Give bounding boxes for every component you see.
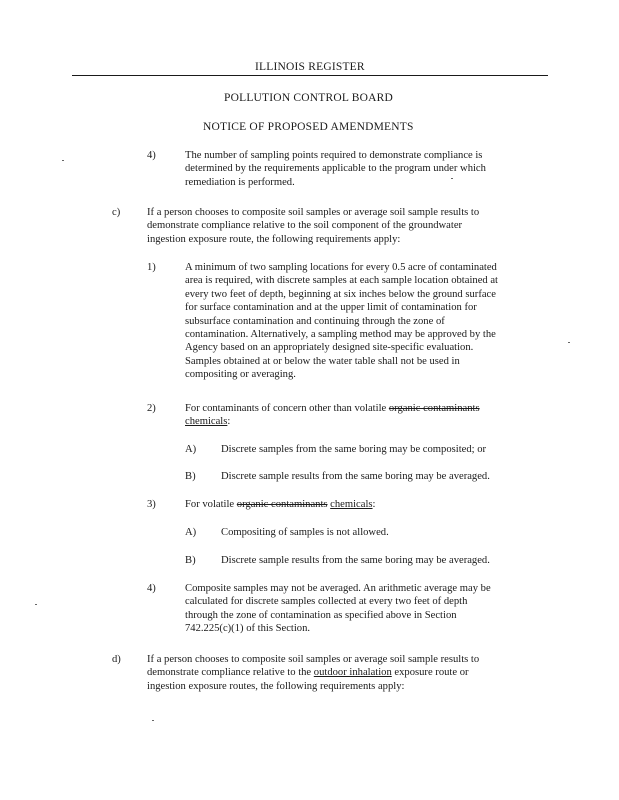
text-line: 742.225(c)(1) of this Section. xyxy=(185,623,311,635)
item-c2a-text: Discrete samples from the same boring may be composited; or xyxy=(221,444,487,455)
board-title: POLLUTION CONTROL BOARD xyxy=(224,92,394,104)
item-c3a-text: Compositing of samples is not allowed. xyxy=(221,527,389,538)
text-line: through the zone of contamination as specified above in Section xyxy=(185,609,457,621)
inserted-text: chemicals xyxy=(330,499,373,510)
item-d-label: d) xyxy=(112,654,121,665)
scan-speck xyxy=(451,178,453,179)
text-line: If a person chooses to composite soil samples or average soil sample results to xyxy=(147,654,480,665)
item-c1-label: 1) xyxy=(147,262,156,273)
item-c1-text xyxy=(185,261,498,382)
item-c3-label: 3) xyxy=(147,499,156,510)
text-line: ingestion exposure route, the following requirements apply: xyxy=(147,233,401,245)
plain-text: For contaminants of concern other than volatile xyxy=(185,403,389,414)
item-c3b-label: B) xyxy=(185,555,196,566)
struck-text: organic contaminants xyxy=(388,403,480,414)
text-line: remediation is performed. xyxy=(185,176,295,188)
item-c4-text xyxy=(185,582,491,636)
item-c3b-text: Discrete sample results from the same boring may be averaged. xyxy=(221,555,490,566)
plain-text: For volatile xyxy=(185,499,237,510)
inserted-text: chemicals xyxy=(185,416,228,428)
text-line xyxy=(185,415,480,428)
text-line: If a person chooses to composite soil samples or average soil sample results to xyxy=(147,207,480,218)
plain-text: : xyxy=(227,416,231,428)
scan-speck xyxy=(568,342,570,343)
text-line: subsurface contamination and continuing through the zone of xyxy=(185,315,445,327)
item-c4-label: 4) xyxy=(147,583,156,594)
scan-speck xyxy=(152,720,154,721)
text-line: area is required, with discrete samples at each sample location obtained at xyxy=(185,275,498,287)
text-line: Samples obtained at or below the water table shall not be used in xyxy=(185,355,460,367)
item-c2-text xyxy=(185,402,480,429)
notice-title: NOTICE OF PROPOSED AMENDMENTS xyxy=(203,121,414,133)
item-c3-text xyxy=(185,498,375,511)
text-line: ingestion exposure routes, the following requirements apply: xyxy=(147,680,405,692)
text-line: compositing or averaging. xyxy=(185,369,296,381)
text-line: Agency based on an appropriately designed site-specific evaluation. xyxy=(185,342,474,354)
item-c2b-text: Discrete sample results from the same boring may be averaged. xyxy=(221,471,490,482)
text-line: for surface contamination and at the upper limit of contamination for xyxy=(185,302,477,314)
text-line: determined by the requirements applicable to the program under which xyxy=(185,163,486,175)
item-b4-label: 4) xyxy=(147,150,156,161)
scan-speck xyxy=(35,604,37,605)
text-line: demonstrate compliance relative to the soil component of the groundwater xyxy=(147,220,463,232)
plain-text: : xyxy=(372,499,376,510)
item-d-text xyxy=(147,653,479,693)
inserted-text: outdoor inhalation xyxy=(313,667,392,679)
item-c2b-label: B) xyxy=(185,471,196,482)
header-rule xyxy=(72,75,548,76)
item-c-label: c) xyxy=(112,207,121,218)
item-c2a-label: A) xyxy=(185,444,197,455)
text-line: Composite samples may not be averaged. An arithmetic average may be xyxy=(185,583,491,594)
text-line: every two feet of depth, beginning at six inches below the ground surface xyxy=(185,288,496,300)
text-line xyxy=(185,402,480,415)
item-c-text xyxy=(147,206,479,246)
text-line: The number of sampling points required to demonstrate compliance is xyxy=(185,150,483,161)
plain-text: exposure route or xyxy=(391,667,469,679)
item-c2-label: 2) xyxy=(147,403,156,414)
struck-text: organic contaminants xyxy=(236,499,328,510)
item-c3a-label: A) xyxy=(185,527,197,538)
text-line: A minimum of two sampling locations for every 0.5 acre of contaminated xyxy=(185,262,497,273)
item-b4-text xyxy=(185,149,486,189)
text-line: contamination. Alternatively, a sampling method may be approved by the xyxy=(185,329,496,341)
plain-text: demonstrate compliance relative to the xyxy=(147,667,314,679)
register-title: ILLINOIS REGISTER xyxy=(255,61,365,73)
text-line xyxy=(147,666,479,679)
scan-speck xyxy=(62,160,64,161)
text-line: calculated for discrete samples collected at every two feet of depth xyxy=(185,596,468,608)
